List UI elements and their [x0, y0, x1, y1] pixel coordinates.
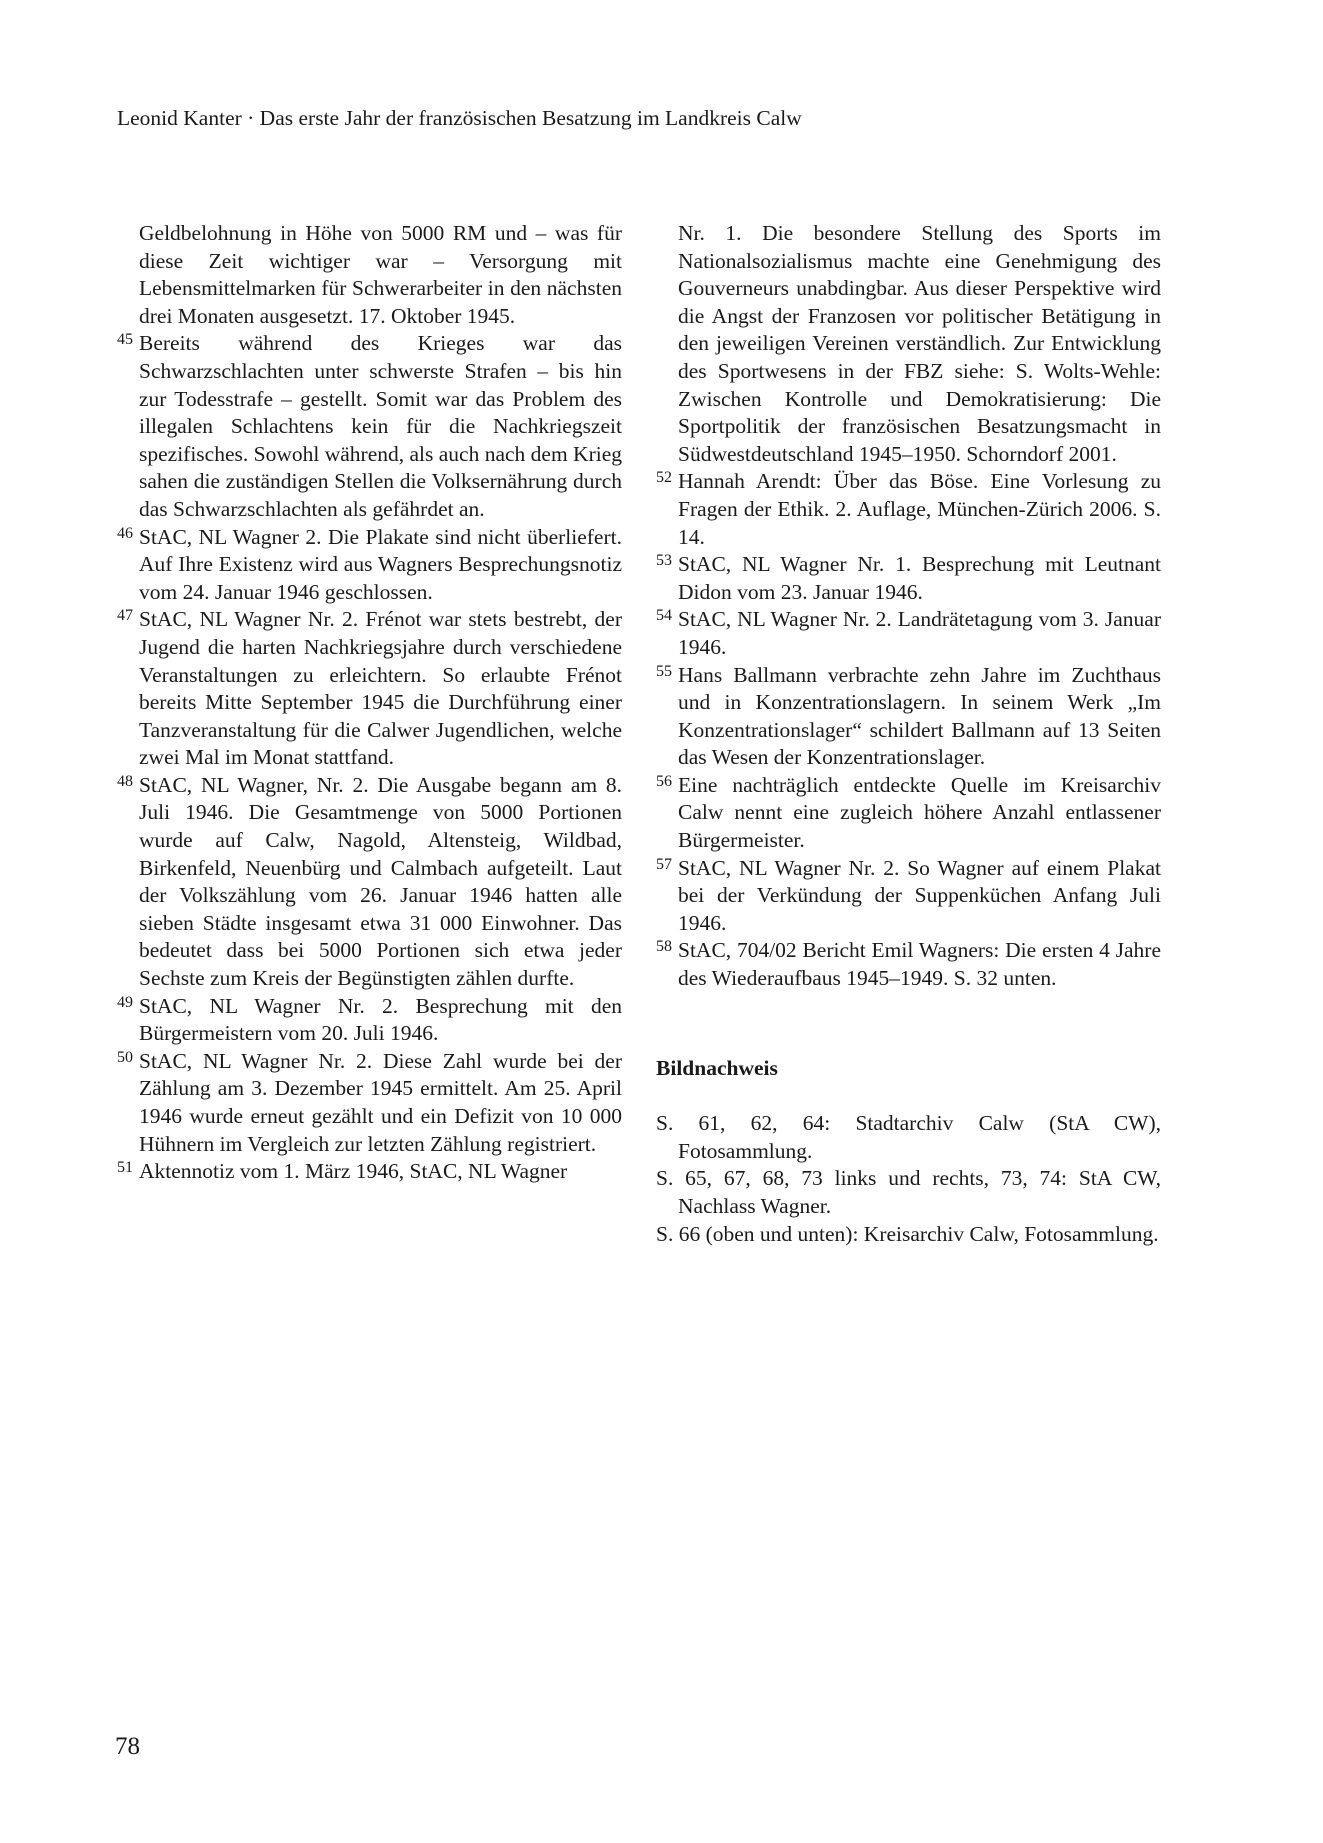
footnote-number: 52	[656, 469, 672, 487]
footnote-text: Nr. 1. Die besondere Stellung des Sports im Nationalsozialismus machte eine Genehmigung des Gouverneurs unabdingbar. Aus dieser Perspektive wird die Angst der Franzosen vor politischer Betätigung in den jeweiligen Vereinen verständlich. Zur Entwicklung des Sportwesens in der FBZ siehe: S. Wolts-Wehle: Zwischen Kontrolle und Demokratisierung: Die Sportpolitik der französischen Besatzungsmacht in Südwestdeutschland 1945–1950. Schorndorf 2001.	[678, 221, 1161, 466]
footnote-51	[117, 1158, 622, 1186]
footnote-number: 45	[117, 331, 133, 349]
footnote-number: 51	[117, 1159, 133, 1177]
footnote-text: StAC, NL Wagner 2. Die Plakate sind nicht überliefert. Auf Ihre Existenz wird aus Wagners Besprechungsnotiz vom 24. Januar 1946 geschlossen.	[139, 524, 622, 604]
footnote-54	[656, 606, 1161, 661]
footnote-text: StAC, NL Wagner, Nr. 2. Die Ausgabe begann am 8. Juli 1946. Die Gesamtmenge von 5000 Portionen wurde auf Calw, Nagold, Altensteig, Wildbad, Birkenfeld, Neuenbürg und Calmbach aufgeteilt. Laut der Volkszählung vom 26. Januar 1946 hatten alle sieben Städte insgesamt etwa 31 000 Einwohner. Das bedeutet dass bei 5000 Portionen sich etwa jeder Sechste zum Kreis der Begünstigten zählen durfte.	[139, 772, 622, 991]
footnote-57	[656, 855, 1161, 938]
image-credit: S. 66 (oben und unten): Kreisarchiv Calw, Fotosammlung.	[656, 1221, 1159, 1246]
footnote-number: 54	[656, 607, 672, 625]
page-number: 78	[115, 1733, 140, 1760]
footnote-48	[117, 772, 622, 993]
bildnachweis-heading: Bildnachweis	[656, 1055, 778, 1080]
footnote-text: StAC, NL Wagner Nr. 2. So Wagner auf einem Plakat bei der Verkündung der Suppenküchen Anfang Juli 1946.	[678, 855, 1161, 935]
footnote-text: Hannah Arendt: Über das Böse. Eine Vorlesung zu Fragen der Ethik. 2. Auflage, München-Zürich 2006. S. 14.	[678, 469, 1161, 549]
footnote-text: StAC, NL Wagner Nr. 2. Landrätetagung vom 3. Januar 1946.	[678, 607, 1161, 659]
footnote-50	[117, 1048, 622, 1158]
image-credit: S. 65, 67, 68, 73 links und rechts, 73, 74: StA CW, Nachlass Wagner.	[656, 1166, 1161, 1218]
image-credit: S. 61, 62, 64: Stadtarchiv Calw (StA CW), Fotosammlung.	[656, 1111, 1161, 1163]
footnote-number: 46	[117, 524, 133, 542]
footnote-text: StAC, NL Wagner Nr. 2. Besprechung mit den Bürgermeistern vom 20. Juli 1946.	[139, 993, 622, 1046]
footnote-number: 56	[656, 772, 672, 790]
footnote-text: StAC, NL Wagner Nr. 1. Besprechung mit Leutnant Didon vom 23. Januar 1946.	[678, 552, 1161, 604]
footnote-text: Geldbelohnung in Höhe von 5000 RM und – was für diese Zeit wichtiger war – Versorgung mit Lebensmittelmarken für Schwerarbeiter in den nächsten drei Monaten ausgesetzt. 17. Oktober 1945.	[139, 221, 622, 328]
footnote-text: Aktennotiz vom 1. März 1946, StAC, NL Wagner	[139, 1159, 568, 1184]
footnote-number: 48	[117, 772, 133, 790]
footnote-52	[656, 468, 1161, 551]
footnote-text: Eine nachträglich entdeckte Quelle im Kreisarchiv Calw nennt eine zugleich höhere Anzahl entlassener Bürgermeister.	[678, 772, 1161, 853]
footnote-58	[656, 937, 1161, 992]
footnote-column-right	[656, 220, 1161, 1248]
running-head: Leonid Kanter · Das erste Jahr der französischen Besatzung im Landkreis Calw	[117, 106, 802, 130]
footnote-53	[656, 551, 1161, 606]
footnote-text: StAC, 704/02 Bericht Emil Wagners: Die ersten 4 Jahre des Wiederaufbaus 1945–1949. S. 32 unten.	[678, 938, 1161, 991]
footnote-number: 47	[117, 607, 133, 625]
footnote-number: 57	[656, 855, 672, 873]
footnote-text: StAC, NL Wagner Nr. 2. Frénot war stets bestrebt, der Jugend die harten Nachkriegsjahre durch verschiedene Veranstaltungen zu erleichtern. So erlaubte Frénot bereits Mitte September 1945 die Durchführung einer Tanzveranstaltung für die Calwer Jugendlichen, welche zwei Mal im Monat stattfand.	[139, 607, 622, 770]
footnote-number: 53	[656, 552, 672, 570]
footnote-number: 49	[117, 993, 133, 1011]
footnote-46	[117, 524, 622, 607]
footnote-49	[117, 993, 622, 1048]
footnote-continuation	[656, 220, 1161, 468]
footnote-number: 50	[117, 1048, 133, 1066]
footnote-number: 55	[656, 662, 672, 680]
footnote-text: StAC, NL Wagner Nr. 2. Diese Zahl wurde bei der Zählung am 3. Dezember 1945 ermittelt. Am 25. April 1946 wurde erneut gezählt und ein Defizit von 10 000 Hühnern im Vergleich zur letzten Zählung registriert.	[139, 1048, 622, 1156]
footnote-text: Hans Ballmann verbrachte zehn Jahre im Zuchthaus und in Konzentrationslagern. In seinem Werk „Im Konzentrationslager“ schildert Ballmann auf 13 Seiten das Wesen der Konzentrationslager.	[678, 662, 1161, 770]
footnote-continuation	[117, 220, 622, 330]
footnote-56	[656, 772, 1161, 855]
footnote-55	[656, 662, 1161, 772]
footnote-45	[117, 330, 622, 523]
footnote-column-left	[117, 220, 622, 1186]
footnote-47	[117, 606, 622, 772]
footnote-number: 58	[656, 938, 672, 956]
footnote-text: Bereits während des Krieges war das Schwarzschlachten unter schwerste Strafen – bis hin zur Todesstrafe – gestellt. Somit war das Problem des illegalen Schlachtens kein für die Nachkriegszeit spezifisches. Sowohl während, als auch nach dem Krieg sahen die zuständigen Stellen die Volksernährung durch das Schwarzschlachten als gefährdet an.	[139, 331, 623, 521]
